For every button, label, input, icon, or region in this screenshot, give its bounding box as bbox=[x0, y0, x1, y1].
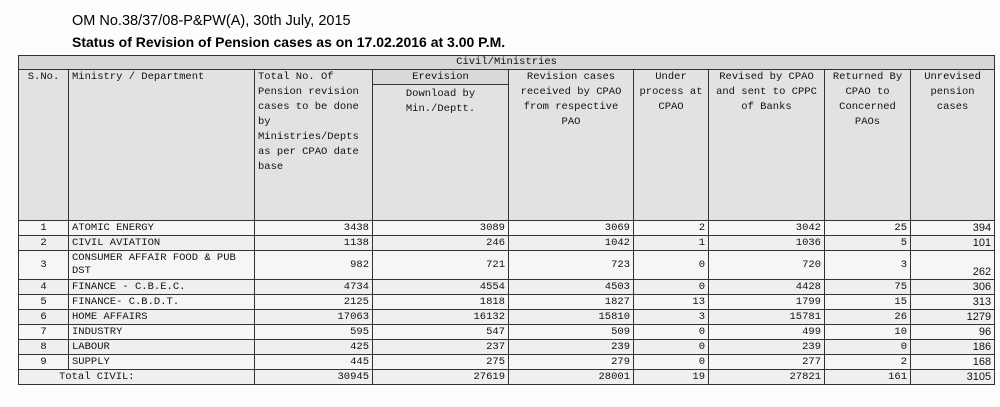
cell-ministry: CONSUMER AFFAIR FOOD & PUB DST bbox=[69, 251, 255, 280]
cell-returned: 75 bbox=[825, 280, 911, 295]
cell-download: 16132 bbox=[373, 310, 509, 325]
cell-unrevised: 262 bbox=[911, 251, 995, 280]
document-title: Status of Revision of Pension cases as on 17.02.2016 at 3.00 P.M. bbox=[72, 34, 506, 50]
cell-received: 1827 bbox=[509, 295, 634, 310]
cell-received: 509 bbox=[509, 325, 634, 340]
cell-returned: 3 bbox=[825, 251, 911, 280]
cell-total: 2125 bbox=[255, 295, 373, 310]
col-header-revised: Revised by CPAO and sent to CPPC of Banks bbox=[709, 70, 825, 221]
cell-revised: 720 bbox=[709, 251, 825, 280]
cell-total: 445 bbox=[255, 355, 373, 370]
cell-under-process: 0 bbox=[634, 355, 709, 370]
table-row bbox=[19, 236, 995, 251]
cell-under-process: 2 bbox=[634, 221, 709, 236]
cell-revised: 499 bbox=[709, 325, 825, 340]
cell-revised: 4428 bbox=[709, 280, 825, 295]
pension-status-table bbox=[18, 55, 995, 385]
col-header-sno: S.No. bbox=[19, 70, 69, 221]
cell-download: 246 bbox=[373, 236, 509, 251]
document-order-number: OM No.38/37/08-P&PW(A), 30th July, 2015 bbox=[72, 13, 351, 29]
table-row bbox=[19, 340, 995, 355]
table-row bbox=[19, 295, 995, 310]
cell-unrevised: 313 bbox=[911, 295, 995, 310]
col-header-under-process: Under process at CPAO bbox=[634, 70, 709, 221]
cell-ministry: ATOMIC ENERGY bbox=[69, 221, 255, 236]
cell-total: 425 bbox=[255, 340, 373, 355]
cell-sno: 6 bbox=[19, 310, 69, 325]
table-row bbox=[19, 221, 995, 236]
cell-under-process: 3 bbox=[634, 310, 709, 325]
cell-total: 1138 bbox=[255, 236, 373, 251]
cell-total: 595 bbox=[255, 325, 373, 340]
cell-sno: 7 bbox=[19, 325, 69, 340]
cell-returned: 2 bbox=[825, 355, 911, 370]
col-header-erevision-title: Erevision bbox=[373, 70, 508, 85]
cell-under-process: 1 bbox=[634, 236, 709, 251]
cell-returned: 15 bbox=[825, 295, 911, 310]
cell-ministry: HOME AFFAIRS bbox=[69, 310, 255, 325]
group-header-civil: Civil/Ministries bbox=[19, 56, 995, 70]
cell-ministry: FINANCE- C.B.D.T. bbox=[69, 295, 255, 310]
total-revised: 27821 bbox=[709, 370, 825, 385]
cell-revised: 15781 bbox=[709, 310, 825, 325]
cell-unrevised: 168 bbox=[911, 355, 995, 370]
cell-ministry: FINANCE - C.B.E.C. bbox=[69, 280, 255, 295]
cell-download: 275 bbox=[373, 355, 509, 370]
cell-ministry: LABOUR bbox=[69, 340, 255, 355]
cell-under-process: 0 bbox=[634, 251, 709, 280]
cell-sno: 4 bbox=[19, 280, 69, 295]
cell-sno: 9 bbox=[19, 355, 69, 370]
cell-received: 279 bbox=[509, 355, 634, 370]
total-label: Total CIVIL: bbox=[19, 370, 255, 385]
cell-returned: 5 bbox=[825, 236, 911, 251]
cell-total: 3438 bbox=[255, 221, 373, 236]
cell-under-process: 0 bbox=[634, 325, 709, 340]
cell-download: 1818 bbox=[373, 295, 509, 310]
cell-ministry: INDUSTRY bbox=[69, 325, 255, 340]
cell-under-process: 13 bbox=[634, 295, 709, 310]
cell-sno: 3 bbox=[19, 251, 69, 280]
table-row bbox=[19, 355, 995, 370]
table-row bbox=[19, 251, 995, 280]
cell-unrevised: 186 bbox=[911, 340, 995, 355]
cell-sno: 2 bbox=[19, 236, 69, 251]
cell-returned: 10 bbox=[825, 325, 911, 340]
cell-total: 17063 bbox=[255, 310, 373, 325]
col-header-download: Download by Min./Deptt. bbox=[405, 88, 476, 115]
total-unrevised: 3105 bbox=[911, 370, 995, 385]
col-header-returned: Returned By CPAO to Concerned PAOs bbox=[825, 70, 911, 221]
cell-unrevised: 394 bbox=[911, 221, 995, 236]
col-header-erevision bbox=[373, 70, 509, 221]
cell-sno: 5 bbox=[19, 295, 69, 310]
total-returned: 161 bbox=[825, 370, 911, 385]
total-under-process: 19 bbox=[634, 370, 709, 385]
cell-received: 4503 bbox=[509, 280, 634, 295]
cell-received: 3069 bbox=[509, 221, 634, 236]
cell-revised: 1799 bbox=[709, 295, 825, 310]
cell-total: 4734 bbox=[255, 280, 373, 295]
col-header-ministry: Ministry / Department bbox=[69, 70, 255, 221]
cell-download: 547 bbox=[373, 325, 509, 340]
col-header-unrevised: Unrevised pension cases bbox=[911, 70, 995, 221]
table-total-row bbox=[19, 370, 995, 385]
cell-received: 15810 bbox=[509, 310, 634, 325]
cell-under-process: 0 bbox=[634, 340, 709, 355]
total-total: 30945 bbox=[255, 370, 373, 385]
cell-download: 721 bbox=[373, 251, 509, 280]
col-header-received: Revision cases received by CPAO from respective PAO bbox=[509, 70, 634, 221]
cell-unrevised: 101 bbox=[911, 236, 995, 251]
cell-total: 982 bbox=[255, 251, 373, 280]
cell-received: 239 bbox=[509, 340, 634, 355]
table-row bbox=[19, 280, 995, 295]
cell-revised: 239 bbox=[709, 340, 825, 355]
cell-revised: 3042 bbox=[709, 221, 825, 236]
cell-revised: 1036 bbox=[709, 236, 825, 251]
cell-returned: 25 bbox=[825, 221, 911, 236]
cell-revised: 277 bbox=[709, 355, 825, 370]
cell-received: 1042 bbox=[509, 236, 634, 251]
cell-sno: 1 bbox=[19, 221, 69, 236]
cell-download: 237 bbox=[373, 340, 509, 355]
cell-received: 723 bbox=[509, 251, 634, 280]
cell-sno: 8 bbox=[19, 340, 69, 355]
table-row bbox=[19, 325, 995, 340]
col-header-total: Total No. Of Pension revision cases to be done by Ministries/Depts as per CPAO date base bbox=[255, 70, 373, 221]
cell-returned: 0 bbox=[825, 340, 911, 355]
cell-unrevised: 96 bbox=[911, 325, 995, 340]
cell-ministry: SUPPLY bbox=[69, 355, 255, 370]
total-download: 27619 bbox=[373, 370, 509, 385]
cell-unrevised: 1279 bbox=[911, 310, 995, 325]
cell-unrevised: 306 bbox=[911, 280, 995, 295]
cell-under-process: 0 bbox=[634, 280, 709, 295]
cell-returned: 26 bbox=[825, 310, 911, 325]
cell-download: 4554 bbox=[373, 280, 509, 295]
total-received: 28001 bbox=[509, 370, 634, 385]
cell-download: 3089 bbox=[373, 221, 509, 236]
cell-ministry: CIVIL AVIATION bbox=[69, 236, 255, 251]
table-row bbox=[19, 310, 995, 325]
